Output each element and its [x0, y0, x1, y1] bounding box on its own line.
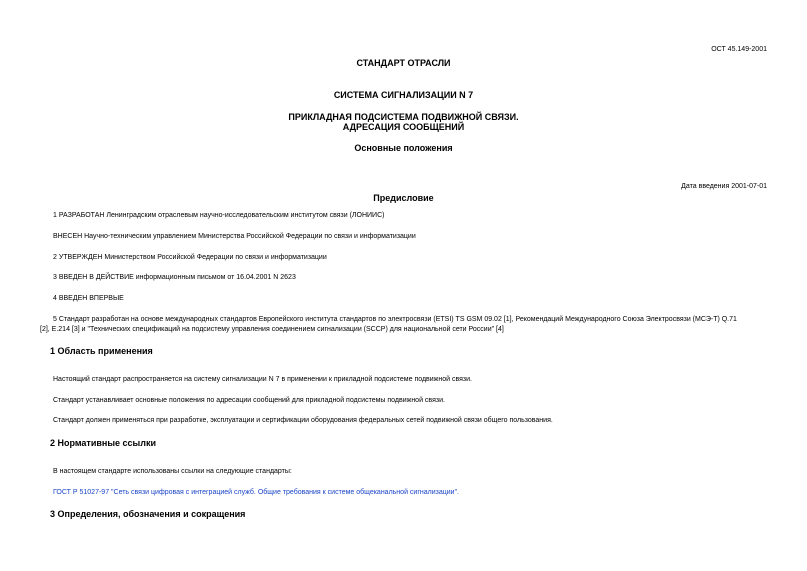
section-3-title: 3 Определения, обозначения и сокращения: [50, 509, 246, 519]
section-1-paragraph-2: Стандарт устанавливает основные положения по адресации сообщений для прикладной подсистемы подвижной связи.: [53, 397, 445, 404]
doc-code: ОСТ 45.149-2001: [711, 46, 767, 53]
foreword-paragraph-3: 2 УТВЕРЖДЕН Министерством Российской Федерации по связи и информатизации: [53, 254, 327, 261]
document-subtitle: Основные положения: [354, 143, 453, 153]
intro-date: Дата введения 2001-07-01: [681, 183, 767, 190]
subject-line-1: ПРИКЛАДНАЯ ПОДСИСТЕМА ПОДВИЖНОЙ СВЯЗИ.: [288, 112, 519, 122]
foreword-paragraph-1: 1 РАЗРАБОТАН Ленинградским отраслевым научно-исследовательским институтом связи (ЛОНИИС): [53, 212, 385, 219]
document-title: СТАНДАРТ ОТРАСЛИ: [356, 58, 451, 68]
foreword-title: Предисловие: [373, 193, 434, 203]
subject-line-2: АДРЕСАЦИЯ СООБЩЕНИЙ: [342, 122, 465, 132]
system-title: СИСТЕМА СИГНАЛИЗАЦИИ N 7: [333, 90, 474, 100]
section-1-paragraph-1: Настоящий стандарт распространяется на систему сигнализации N 7 в применении к прикладной подсистеме подвижной связи.: [53, 376, 472, 383]
foreword-paragraph-6-line-2: [2], E.214 [3] и "Технических спецификаций на подсистему управления соединением сигнализации (SCCP) для национальной сети России" [4]: [40, 326, 504, 333]
section-2-title: 2 Нормативные ссылки: [50, 438, 156, 448]
section-2-paragraph-1: В настоящем стандарте использованы ссылки на следующие стандарты:: [53, 468, 292, 475]
foreword-paragraph-2: ВНЕСЕН Научно-техническим управлением Министерства Российской Федерации по связи и информатизации: [53, 233, 416, 240]
section-1-title: 1 Область применения: [50, 346, 153, 356]
foreword-paragraph-5: 4 ВВЕДЕН ВПЕРВЫЕ: [53, 295, 124, 302]
section-1-paragraph-3: Стандарт должен применяться при разработке, эксплуатации и сертификации оборудования федеральных сетей подвижной связи общего пользования.: [53, 417, 553, 424]
foreword-paragraph-6-line-1: 5 Стандарт разработан на основе международных стандартов Европейского института стандартов по электросвязи (ETSI) TS GSM 09.02 [1], Рекомендаций Международного Союза Электросвязи (МСЭ-Т) Q.71: [53, 316, 737, 323]
foreword-paragraph-4: 3 ВВЕДЕН В ДЕЙСТВИЕ информационным письмом от 16.04.2001 N 2623: [53, 274, 296, 281]
gost-reference-link[interactable]: ГОСТ Р 51027-97 "Сеть связи цифровая с интеграцией служб. Общие требования к системе общеканальной сигнализации".: [53, 489, 460, 496]
